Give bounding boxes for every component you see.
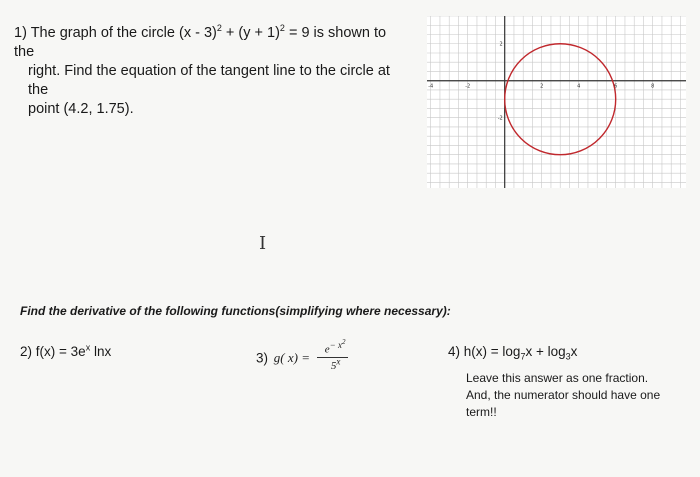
numerator-exp-text: − x bbox=[329, 340, 342, 350]
exponent-2: 2 bbox=[279, 23, 285, 34]
problem-4 bbox=[448, 344, 578, 362]
problem-4-number: 4) bbox=[448, 344, 461, 359]
x-tick-label: 6 bbox=[614, 83, 618, 90]
problem-4-sub-2: 3 bbox=[565, 351, 571, 362]
problem-2-expr-b: lnx bbox=[90, 344, 112, 359]
x-tick-label: -4 bbox=[428, 83, 434, 90]
problem-3-lhs: g( x) = bbox=[273, 350, 310, 366]
x-tick-label: 4 bbox=[577, 83, 581, 90]
instructions: Find the derivative of the following functions(simplifying where necessary): bbox=[20, 304, 451, 318]
problem-3-number: 3) bbox=[256, 350, 269, 366]
problem-1 bbox=[14, 24, 409, 119]
x-tick-label: -2 bbox=[465, 83, 471, 90]
problem-4-note bbox=[466, 370, 696, 421]
graph-background bbox=[427, 16, 686, 188]
problem-2-expr-a: f(x) = 3e bbox=[35, 344, 86, 359]
problem-1-number: 1) bbox=[14, 25, 27, 41]
problem-1-line-2: right. Find the equation of the tangent line to the circle at the bbox=[28, 63, 390, 98]
circle-graph bbox=[427, 16, 686, 188]
x-tick-label: 2 bbox=[540, 83, 544, 90]
text-cursor-icon: I bbox=[259, 233, 267, 254]
x-tick-label: 8 bbox=[651, 83, 655, 90]
note-line-3: term!! bbox=[466, 405, 497, 419]
problem-2-number: 2) bbox=[20, 344, 33, 359]
problem-3-numerator bbox=[317, 338, 349, 358]
problem-4-expr-b: x + log bbox=[525, 344, 566, 359]
problem-3-fraction bbox=[317, 338, 349, 372]
problem-1-line-1c: = 9 is shown to the bbox=[14, 25, 387, 60]
denominator-exponent: x bbox=[336, 356, 341, 366]
note-line-2: And, the numerator should have one bbox=[466, 388, 661, 402]
y-tick-label: -2 bbox=[497, 115, 503, 122]
problem-3-denominator bbox=[317, 358, 349, 372]
problem-1-line-3: point (4.2, 1.75). bbox=[28, 101, 134, 117]
numerator-base: e bbox=[324, 343, 330, 356]
note-line-1: Leave this answer as one fraction. bbox=[466, 371, 649, 385]
problem-4-expr-c: x bbox=[570, 344, 578, 359]
problem-1-line-1b: + (y + 1) bbox=[221, 25, 280, 41]
problem-3 bbox=[256, 338, 348, 374]
y-tick-label: 2 bbox=[499, 41, 503, 48]
problem-2 bbox=[20, 344, 111, 359]
exponent-1: 2 bbox=[216, 23, 222, 34]
problem-4-expr-a: h(x) = log bbox=[463, 344, 521, 359]
numerator-exponent bbox=[330, 340, 346, 350]
denominator-base: 5 bbox=[330, 359, 337, 372]
problem-4-sub-1: 7 bbox=[520, 351, 526, 362]
problem-2-exponent: x bbox=[85, 342, 91, 353]
problem-1-line-1a: The graph of the circle (x - 3) bbox=[30, 25, 217, 41]
numerator-exp-power: 2 bbox=[341, 338, 346, 346]
